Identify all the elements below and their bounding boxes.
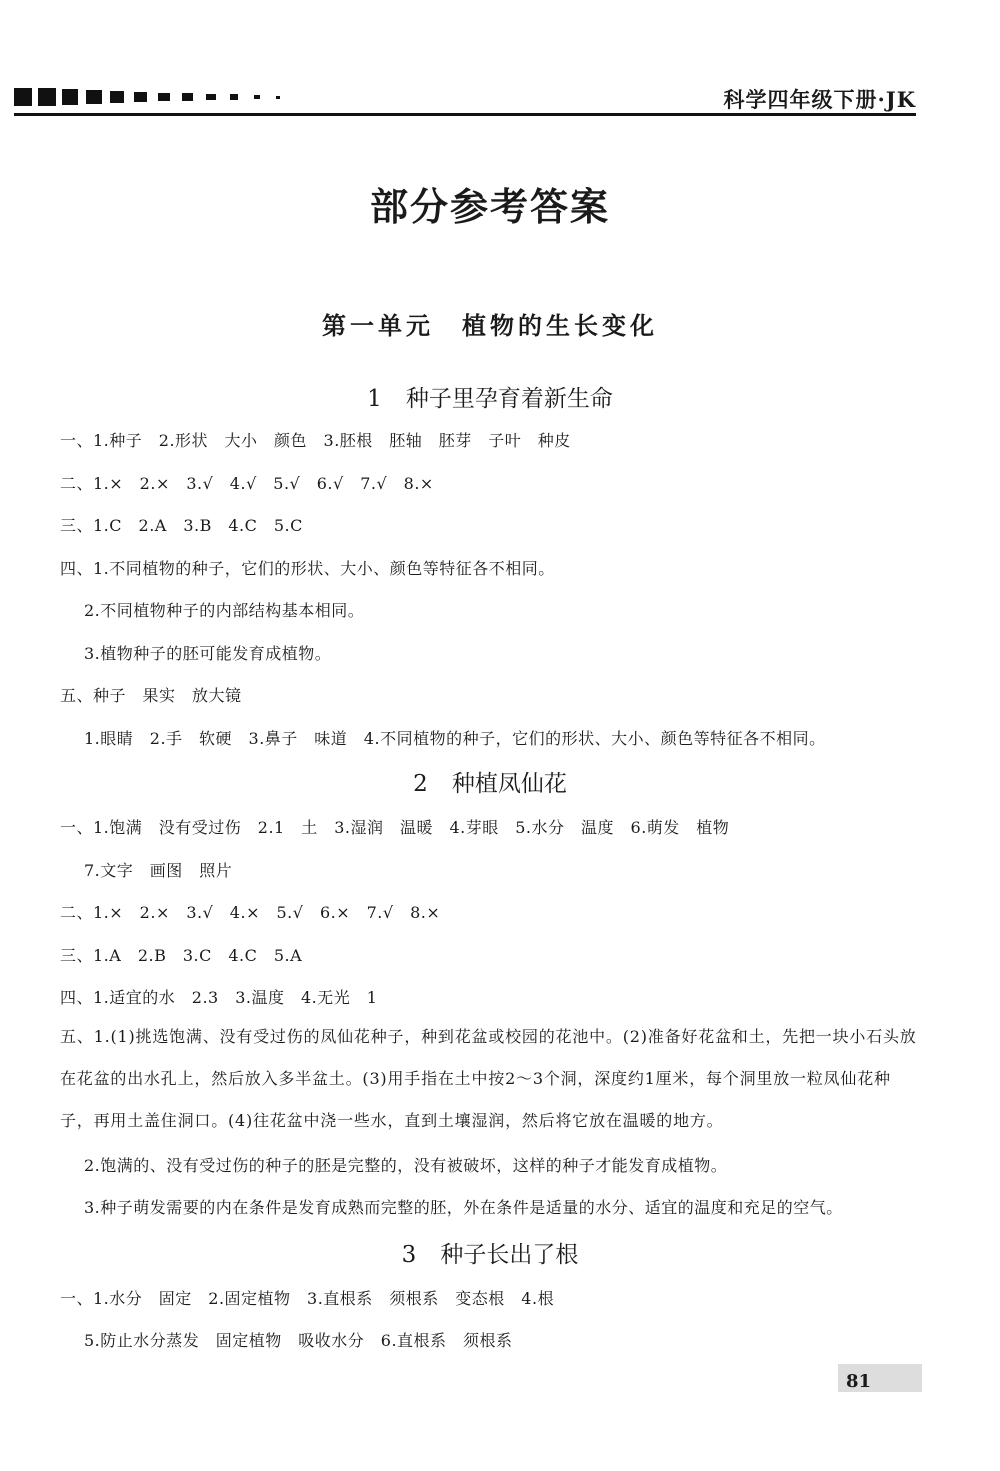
answer-line: 5.防止水分蒸发 固定植物 吸收水分 6.直根系 须根系 bbox=[84, 1331, 513, 1350]
section-name: 种植凤仙花 bbox=[451, 771, 567, 797]
answer-line: 7.文字 画图 照片 bbox=[84, 861, 233, 880]
section-number: 2 bbox=[413, 771, 428, 797]
answer-line: 二、1.× 2.× 3.√ 4.× 5.√ 6.× 7.√ 8.× bbox=[60, 903, 441, 922]
answer-line: 3.种子萌发需要的内在条件是发育成熟而完整的胚，外在条件是适量的水分、适宜的温度和充足的空气。 bbox=[84, 1198, 843, 1217]
answer-line: 2.不同植物种子的内部结构基本相同。 bbox=[84, 601, 365, 620]
answer-line: 3.植物种子的胚可能发育成植物。 bbox=[84, 644, 332, 663]
section-name: 种子里孕育着新生命 bbox=[405, 386, 613, 412]
unit-title: 第一单元 植物的生长变化 bbox=[322, 311, 658, 340]
section-title bbox=[0, 1236, 980, 1269]
section-title bbox=[0, 380, 980, 413]
answer-line: 五、种子 果实 放大镜 bbox=[60, 686, 242, 705]
answer-paragraph: 五、1.(1)挑选饱满、没有受过伤的凤仙花种子，种到花盆或校园的花池中。(2)准备好花盆和土，先把一块小石头放在花盆的出水孔上，然后放入多半盆土。(3)用手指在土中按2～3个洞，深度约1厘米，每个洞里放一粒凤仙花种子，再用土盖住洞口。(4)往花盆中浇一些水，直到土壤湿润，然后将它放在温暖的地方。 bbox=[60, 1027, 917, 1130]
answer-line: 三、1.A 2.B 3.C 4.C 5.A bbox=[60, 946, 303, 965]
header-decoration bbox=[14, 86, 284, 108]
section-title bbox=[0, 765, 980, 798]
header-rule bbox=[14, 113, 916, 116]
answer-line: 2.饱满的、没有受过伤的种子的胚是完整的，没有被破坏，这样的种子才能发育成植物。 bbox=[84, 1156, 728, 1175]
section-name: 种子长出了根 bbox=[440, 1242, 579, 1268]
answer-line: 二、1.× 2.× 3.√ 4.√ 5.√ 6.√ 7.√ 8.× bbox=[60, 474, 434, 493]
answer-line: 一、1.水分 固定 2.固定植物 3.直根系 须根系 变态根 4.根 bbox=[60, 1289, 555, 1308]
book-title: 科学四年级下册·JK bbox=[723, 87, 916, 112]
section-number: 3 bbox=[401, 1242, 417, 1268]
answer-line: 一、1.种子 2.形状 大小 颜色 3.胚根 胚轴 胚芽 子叶 种皮 bbox=[60, 431, 571, 450]
page-title: 部分参考答案 bbox=[369, 184, 610, 229]
answer-line: 一、1.饱满 没有受过伤 2.1 土 3.湿润 温暖 4.芽眼 5.水分 温度 6.萌发 植物 bbox=[60, 818, 730, 837]
answer-line: 四、1.不同植物的种子，它们的形状、大小、颜色等特征各不相同。 bbox=[60, 559, 555, 578]
answer-line: 三、1.C 2.A 3.B 4.C 5.C bbox=[60, 516, 303, 535]
answer-line: 四、1.适宜的水 2.3 3.温度 4.无光 1 bbox=[60, 988, 378, 1007]
answer-line: 1.眼睛 2.手 软硬 3.鼻子 味道 4.不同植物的种子，它们的形状、大小、颜色等特征各不相同。 bbox=[84, 729, 826, 748]
page-number: 81 bbox=[846, 1371, 872, 1392]
section-number: 1 bbox=[367, 386, 382, 412]
